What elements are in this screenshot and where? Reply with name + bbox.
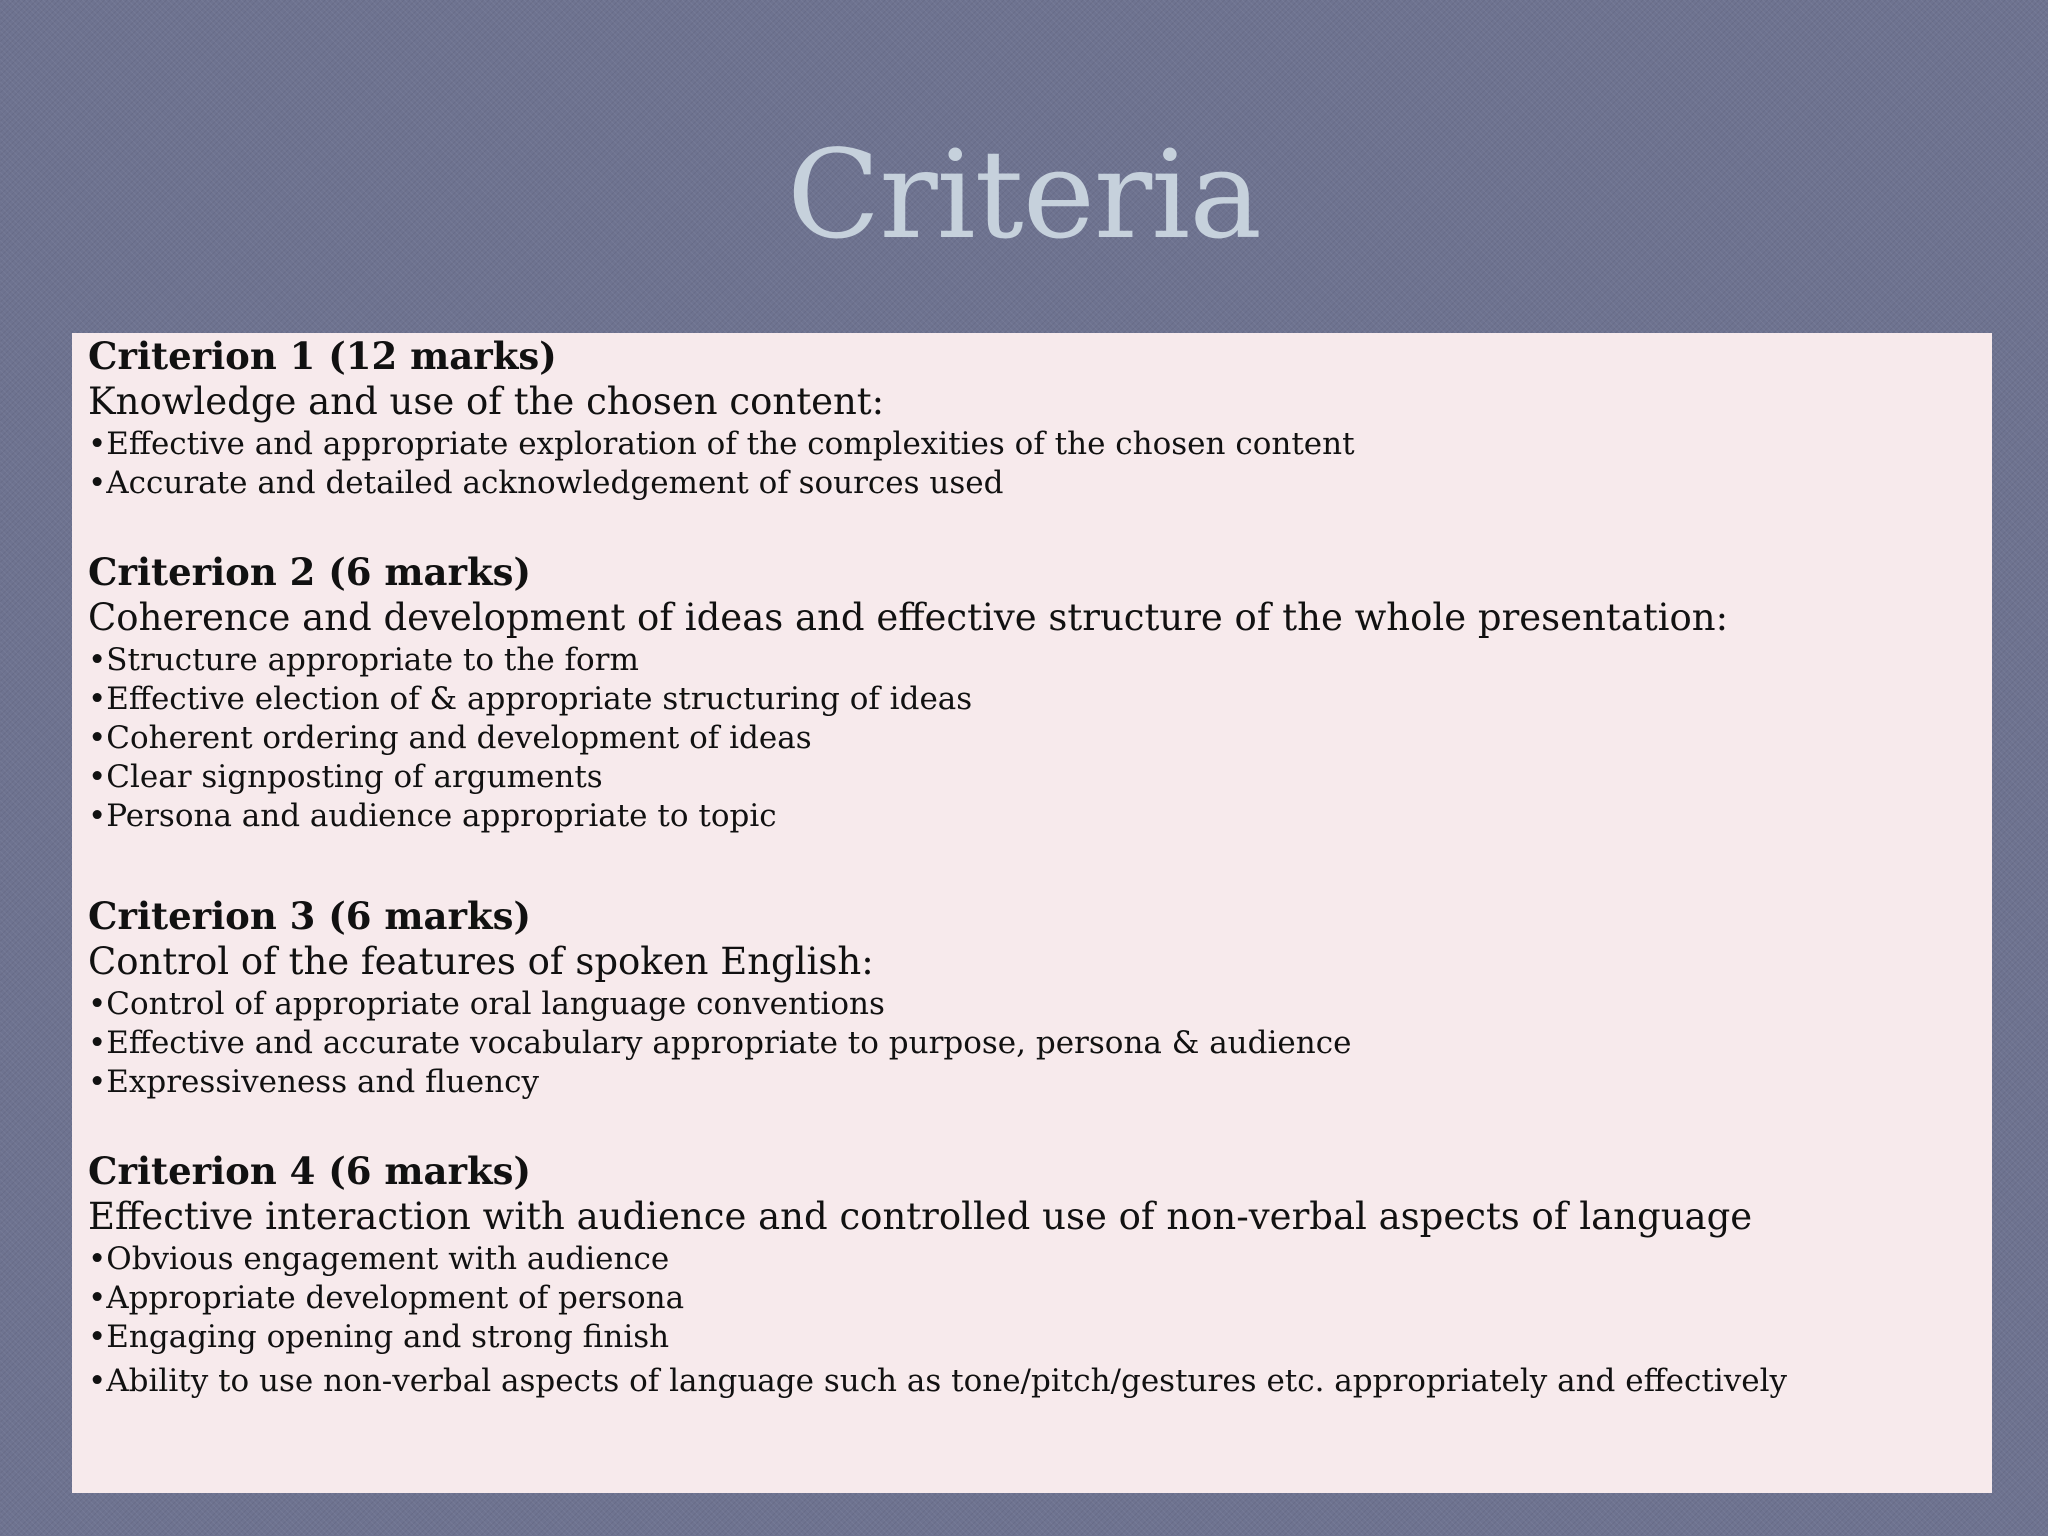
list-item: •Obvious engagement with audience xyxy=(88,1241,670,1277)
criterion-4-heading: Criterion 4 (6 marks) xyxy=(88,1149,531,1193)
list-item: •Effective and accurate vocabulary appropriate to purpose, persona & audience xyxy=(88,1025,1352,1061)
list-item: •Expressiveness and fluency xyxy=(88,1064,539,1100)
list-item: •Clear signposting of arguments xyxy=(88,759,603,795)
list-item: •Coherent ordering and development of ideas xyxy=(88,720,812,756)
criterion-2-heading: Criterion 2 (6 marks) xyxy=(88,550,531,594)
list-item: •Structure appropriate to the form xyxy=(88,642,639,678)
criteria-panel xyxy=(72,333,1992,1493)
criterion-2-subtitle: Coherence and development of ideas and effective structure of the whole presentation: xyxy=(88,596,1729,639)
list-item: •Appropriate development of persona xyxy=(88,1280,685,1316)
list-item: •Engaging opening and strong finish xyxy=(88,1319,670,1355)
criterion-2-bullets xyxy=(88,641,1976,836)
criterion-2 xyxy=(88,549,1976,836)
criterion-4-subtitle: Effective interaction with audience and controlled use of non-verbal aspects of language xyxy=(88,1195,1753,1238)
criterion-3-heading: Criterion 3 (6 marks) xyxy=(88,894,531,938)
list-item: •Effective election of & appropriate structuring of ideas xyxy=(88,681,973,717)
criterion-4-bullets xyxy=(88,1240,1976,1401)
criterion-1-subtitle: Knowledge and use of the chosen content: xyxy=(88,380,885,423)
slide-title: Criteria xyxy=(787,124,1261,266)
list-item: •Persona and audience appropriate to topic xyxy=(88,798,777,834)
criterion-4 xyxy=(88,1148,1976,1401)
list-item: •Ability to use non-verbal aspects of language such as tone/pitch/gestures etc. appropriately and effectively xyxy=(88,1363,1787,1399)
list-item: •Control of appropriate oral language conventions xyxy=(88,986,885,1022)
criterion-1-bullets xyxy=(88,425,1976,503)
criterion-3-subtitle: Control of the features of spoken English: xyxy=(88,940,874,983)
list-item: •Accurate and detailed acknowledgement of sources used xyxy=(88,465,1004,501)
criterion-3 xyxy=(88,893,1976,1102)
criterion-3-bullets xyxy=(88,985,1976,1102)
criterion-1-heading: Criterion 1 (12 marks) xyxy=(88,334,557,378)
criterion-1 xyxy=(88,333,1976,503)
list-item: •Effective and appropriate exploration of the complexities of the chosen content xyxy=(88,426,1355,462)
